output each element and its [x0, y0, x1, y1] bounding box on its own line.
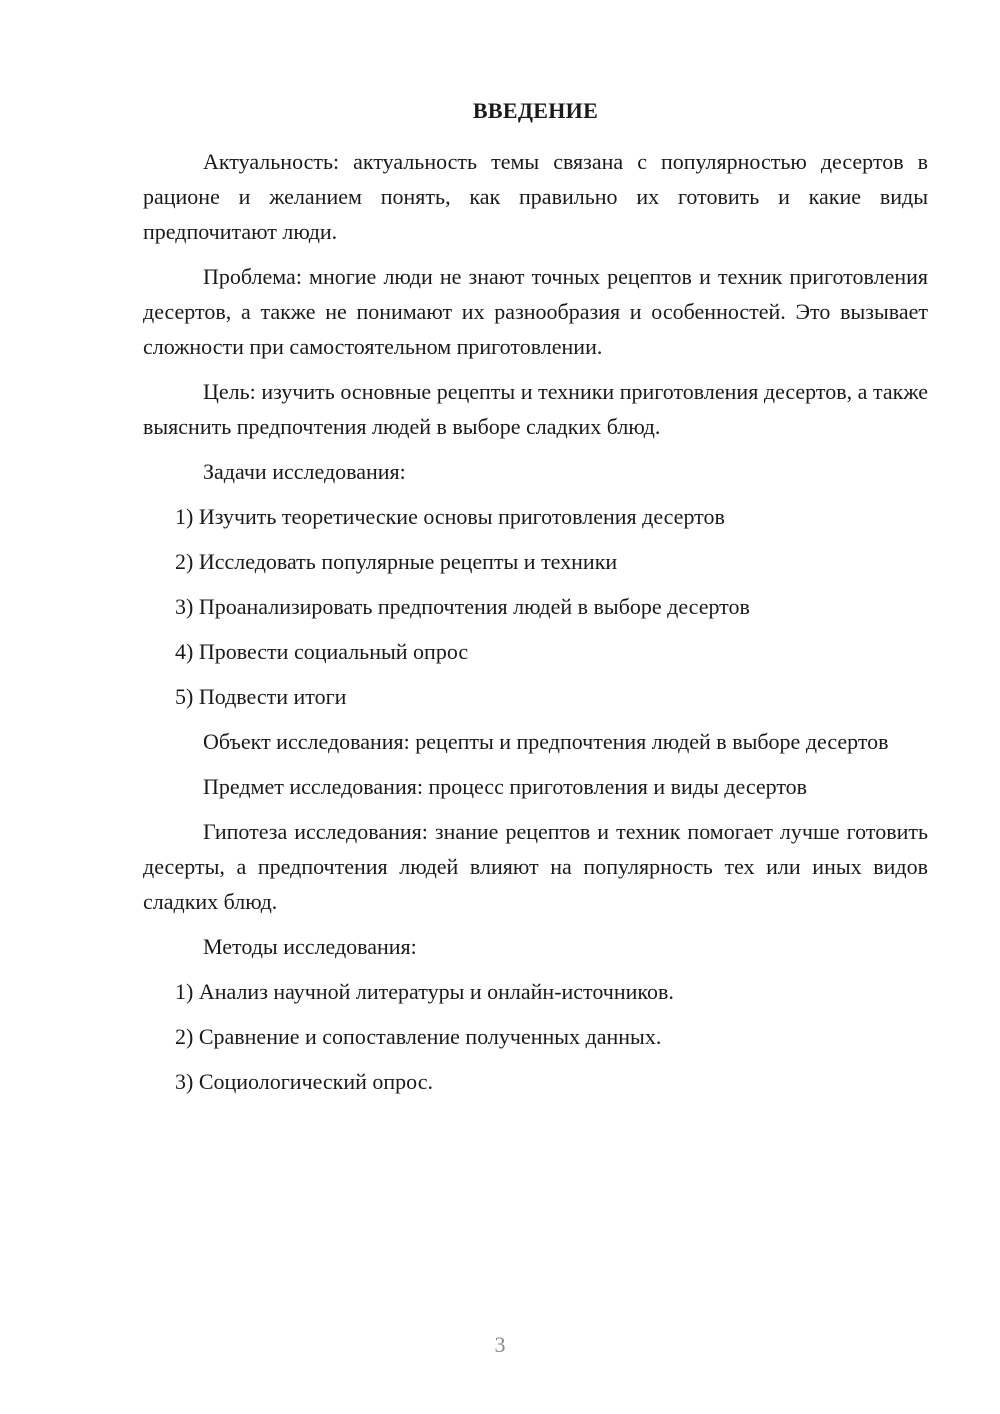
- task-item: 5) Подвести итоги: [175, 684, 347, 709]
- method-item: 2) Сравнение и сопоставление полученных данных.: [175, 1024, 662, 1049]
- actuality-paragraph: Актуальность: актуальность темы связана с популярностью десертов в рационе и желанием понять, как правильно их готовить и какие виды предпочитают люди.: [143, 149, 928, 244]
- method-item: 3) Социологический опрос.: [175, 1069, 433, 1094]
- page-number: 3: [494, 1332, 506, 1357]
- document-body: [143, 96, 928, 1109]
- hypothesis-paragraph: Гипотеза исследования: знание рецептов и техник помогает лучше готовить десерты, а предпочтения людей влияют на популярность тех или иных видов сладких блюд.: [143, 819, 928, 914]
- problem-paragraph: Проблема: многие люди не знают точных рецептов и техник приготовления десертов, а также не понимают их разнообразия и особенностей. Это вызывает сложности при самостоятельном приготовлении.: [143, 264, 928, 359]
- tasks-heading: Задачи исследования:: [203, 459, 406, 484]
- task-item: 2) Исследовать популярные рецепты и техники: [175, 549, 618, 574]
- methods-heading: Методы исследования:: [203, 934, 417, 959]
- task-item: 4) Провести социальный опрос: [175, 639, 469, 664]
- subject-paragraph: Предмет исследования: процесс приготовления и виды десертов: [203, 774, 808, 799]
- methods-list: [143, 974, 928, 1099]
- method-item: 1) Анализ научной литературы и онлайн-источников.: [175, 979, 674, 1004]
- section-title: ВВЕДЕНИЕ: [472, 98, 599, 123]
- task-item: 1) Изучить теоретические основы приготовления десертов: [175, 504, 725, 529]
- object-paragraph: Объект исследования: рецепты и предпочтения людей в выборе десертов: [203, 729, 889, 754]
- task-item: 3) Проанализировать предпочтения людей в выборе десертов: [175, 594, 750, 619]
- goal-paragraph: Цель: изучить основные рецепты и техники приготовления десертов, а также выяснить предпочтения людей в выборе сладких блюд.: [143, 379, 928, 439]
- tasks-list: [143, 499, 928, 714]
